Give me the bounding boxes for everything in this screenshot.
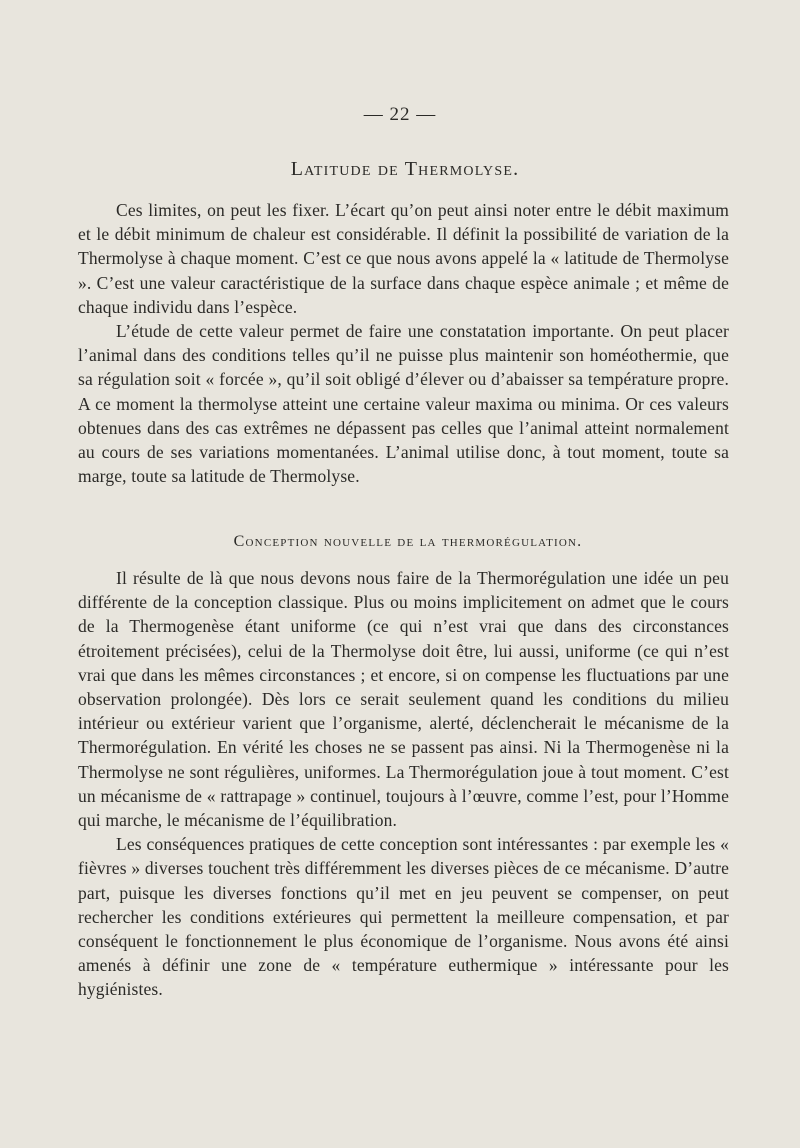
paragraph: Il résulte de là que nous devons nous faire de la Thermorégulation une idée un peu différente de la conception classique. Plus ou moins implicitement on admet que le cours de la Thermogenèse étant uniforme (ce qui n’est vrai que dans des circonstances étroitement précisées), celui de la Thermolyse doit être, lui aussi, uniforme (ce qui n’est vrai que dans les mêmes circonstances ; et encore, si on compense les fluctuations par une observation prolongée). Dès lors ce serait seulement quand les conditions du milieu intérieur ou extérieur varient que l’organisme, alerté, déclencherait le mécanisme de la Thermorégulation. En vérité les choses ne se passent pas ainsi. Ni la Thermogenèse ni la Thermolyse ne sont régulières, uniformes. La Thermorégulation joue à tout moment. C’est un mécanisme de « rattrapage » continuel, toujours à l’œuvre, comme l’est, pour l’Homme qui marche, le mécanisme de l’équilibration.	[78, 568, 729, 831]
section-body-conception	[78, 566, 729, 1002]
paragraph: Ces limites, on peut les fixer. L’écart qu’on peut ainsi noter entre le débit maximum et le débit minimum de chaleur est considérable. Il définit la possibilité de variation de la Thermolyse à chaque moment. C’est ce que nous avons appelé la « latitude de Thermolyse ». C’est une valeur caractéristique de la surface dans chaque espèce animale ; et même de chaque individu dans l’espèce.	[78, 200, 729, 317]
paragraph: Les conséquences pratiques de cette conception sont intéressantes : par exemple les « fièvres » diverses touchent très différemment les diverses pièces de ce mécanisme. D’autre part, puisque les diverses fonctions qu’il met en jeu peuvent se compenser, on peut rechercher les conditions extérieures qui permettent la meilleure compensation, et par conséquent le fonctionnement le plus économique de l’organisme. Nous avons été ainsi amenés à définir une zone de « température euthermique » intéressante pour les hygiénistes.	[78, 834, 729, 1000]
section-body-latitude	[78, 198, 729, 488]
section-heading-conception: Conception nouvelle de la thermorégulation.	[233, 533, 583, 550]
section-heading-latitude: Latitude de Thermolyse.	[290, 158, 520, 180]
paragraph: L’étude de cette valeur permet de faire une constatation importante. On peut placer l’animal dans des conditions telles qu’il ne puisse plus maintenir son homéothermie, que sa régulation soit « forcée », qu’il soit obligé d’élever ou d’abaisser sa température propre. A ce moment la thermolyse atteint une certaine valeur maxima ou minima. Or ces valeurs obtenues dans des cas extrêmes ne dépassent pas celles que l’animal atteint normalement au cours de ses variations momentanées. L’animal utilise donc, à tout moment, toute sa marge, toute sa latitude de Thermolyse.	[78, 321, 729, 487]
page-number: — 22 —	[363, 104, 437, 125]
